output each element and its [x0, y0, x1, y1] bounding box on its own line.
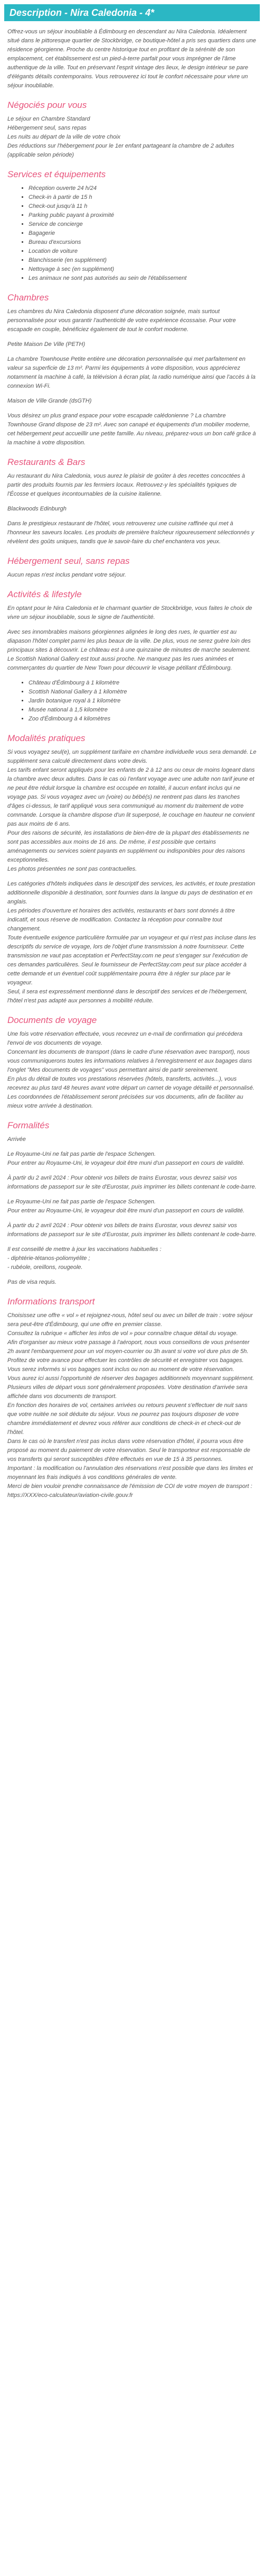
hebergement-section	[7, 571, 257, 580]
section-title-activites: Activités & lifestyle	[7, 589, 82, 599]
section-title-hebergement: Hébergement seul, sans repas	[7, 556, 130, 566]
intro-section	[7, 28, 257, 90]
section-paragraph: Vous désirez un plus grand espace pour votre escapade calédonienne ? La chambre Townhouse Grand dispose de 23 m². Avec son canapé et équipements d'un mobilier moderne, cet hébergement peut accueillir une petite famille. Au niveau, préparez-vous un bon café grâce à la machine à votre disposition.	[7, 413, 256, 446]
section-paragraph: Blackwoods Edinburgh	[7, 506, 67, 512]
list-item: • Location de voiture	[29, 247, 257, 256]
list-item: • Check-out jusqu'à 11 h	[29, 202, 257, 211]
list-item: • Parking public payant à proximité	[29, 211, 257, 220]
list-item: • Nettoyage à sec (en supplément)	[29, 265, 257, 274]
section-paragraph: Si vous voyagez seul(e), un supplément tarifaire en chambre individuelle vous sera demandé. Le supplément sera calculé directement dans votre devis. Les tarifs enfant seront appliqués pour les enfants de 2 à 12 ans ou ceux de moins logeant dans la chambre avec deux adultes. Dans le cas où l'enfant voyage avec une adulte non tarif jeune et ne peut être réduit lorsque la chambre est occupée en totalité, il aucun enfant inclus qui ne voyage pas. Si vous voyagez avec un (voire) ou bébé(s) ne rentrent pas dans les tranches d'âges ci-dessus, le tarif appliqué vous sera communiqué au moment du traitement de votre commande. Lorsque la chambre dispose d'un lit superposé, le couchage en hauteur ne convient pas aux moins de 6 ans. Pour des raisons de sécurité, les installations de bien-être de la plupart des établissements ne sont pas accessibles aux moins de 16 ans. De même, il est possible que certains aménagements ou services soient payants en supplément ou indisponibles pour des raisons exceptionnelles. Les photos présentées ne sont pas contractuelles.	[7, 749, 257, 872]
section-title-modalites: Modalités pratiques	[7, 733, 86, 743]
list-item: • Scottish National Gallery à 1 kilomètre	[29, 688, 257, 697]
list-item: • Blanchisserie (en supplément)	[29, 256, 257, 265]
list-item: • Check-in à partir de 15 h	[29, 193, 257, 202]
section-paragraph: En optant pour le Nira Caledonia et le charmant quartier de Stockbridge, vous faites le choix de vivre un séjour inoubliable, sous le signe de l'authenticité.	[7, 605, 252, 620]
section-paragraph: Petite Maison De Ville (PETH)	[7, 341, 86, 348]
section-title-services: Services et équipements	[7, 169, 106, 179]
section-paragraph: Arrivée	[7, 1136, 26, 1143]
section-paragraph: Les chambres du Nira Caledonia disposent d'une décoration soignée, mais surtout personnalisée pour vous garantir l'authenticité de votre expérience écossaise. Pour votre escapade en couple, bénéficiez également de tout le confort moderne.	[7, 308, 236, 333]
list-item: • Bagagerie	[29, 229, 257, 238]
description-content	[0, 21, 264, 1500]
section-paragraph: Une fois votre réservation effectuée, vous recevrez un e-mail de confirmation qui précédera l'envoi de vos documents de voyage. Concernant les documents de transport (dans le cadre d'une réservation avec transport), nous vous communiquerons toutes les informations relatives à l'enregistrement et aux bagages dans l'onglet "Mes documents de voyages" vous permettant ainsi de partir sereinement. En plus du détail de toutes vos prestations réservées (hôtels, transferts, activités...), vous recevrez au plus tard 48 heures avant votre départ un carnet de voyage détaillé et personnalisé. Les coordonnées de l'établissement seront précisées sur vos documents, afin de faciliter au mieux votre arrivée à destination.	[7, 1031, 254, 1109]
intro-paragraph: Offrez-vous un séjour inoubliable à Édimbourg en descendant au Nira Caledonia. Idéalement situé dans le pittoresque quartier de Stockbridge, ce boutique-hôtel a pris ses quartiers dans une résidence géorgienne. Proche du centre historique tout en profitant de la sérénité de son emplacement, cet établissement est un pied-à-terre parfait pour vous imprégner de l'âme authentique de la ville. Tout en préservant l'esprit vintage des lieux, le design intérieur se pare d'élégants détails contemporains. Vous retrouverez ici tout le confort nécessaire pour vivre un séjour inoubliable.	[7, 29, 256, 89]
section-paragraph: Dans le prestigieux restaurant de l'hôtel, vous retrouverez une cuisine raffinée qui met à l'honneur les saveurs locales. Les produits de première fraîcheur rigoureusement sélectionnés y révèlent des goûts uniques, tandis que le savoir-faire du chef enchantera vos yeux.	[7, 520, 254, 545]
section-title-transport: Informations transport	[7, 1296, 95, 1307]
description-banner: Description - Nira Caledonia - 4*	[4, 4, 260, 21]
section-paragraph: Choisissez une offre « vol » et rejoignez-nous, hôtel seul ou avec un billet de train : votre séjour sera peut-être d'Édimbourg, qui une offre en premier classe. Consultez la rubrique « afficher les infos de vol » pour connaître chaque détail du voyage. Afin d'organiser au mieux votre passage à l'aéroport, nous vous conseillons de vous présenter 2h avant l'embarquement pour un vol moyen-courrier ou 3h avant si votre vol dure plus de 5h. Profitez de votre avance pour effectuer les contrôles de sécurité et enregistrer vos bagages. Vous serez informés si vos bagages sont inclus ou non au moment de votre réservation. Vous aurez ici aussi l'opportunité de réserver des bagages additionnels moyennant supplément. Plusieurs villes de départ vous sont généralement proposées. Votre destination d'arrivée sera affichée dans vos documents de transport. En fonction des horaires de vol, certaines arrivées ou retours peuvent s'effectuer de nuit sans que votre nuitée ne soit déduite du séjour. Vous ne pourrez pas toujours disposer de votre chambre immédiatement et devrez vous référer aux conditions de check-in et check-out de l'hôtel. Dans le cas où le transfert n'est pas inclus dans votre réservation d'hôtel, il pourra vous être proposé au moment du paiement de votre réservation. Seul le transporteur est responsable de vos transferts qui seront susceptibles d'être effectués en vue de 15 à 35 personnes. Important : la modification ou l'annulation des réservations n'est possible que dans les limites et moyennant les frais indiqués à vos conditions générales de vente. Merci de bien vouloir prendre connaissance de l'émission de COI de votre moyen de transport : https://XXX/eco-calculateur/aviation-civile.gouv.fr	[7, 1312, 254, 1499]
section-paragraph: Aucun repas n'est inclus pendant votre séjour.	[7, 572, 126, 578]
documents-section	[7, 1030, 257, 1111]
section-paragraph: À partir du 2 avril 2024 : Pour obtenir vos billets de trains Eurostar, vous devrez saisir vos informations de passeport sur le site d'Eurostar, puis imprimer les billets contenant le code-barre.	[7, 1175, 257, 1190]
transport-section	[7, 1311, 257, 1500]
list-item: • Musée national à 1,5 kilomètre	[29, 706, 257, 715]
section-title-formalites: Formalités	[7, 1120, 50, 1130]
section-paragraph: Le Royaume-Uni ne fait pas partie de l'espace Schengen. Pour entrer au Royaume-Uni, le voyageur doit être muni d'un passeport en cours de validité.	[7, 1199, 245, 1214]
modalites-section	[7, 748, 257, 1006]
section-title-chambres: Chambres	[7, 293, 49, 303]
section-paragraph: Les catégories d'hôtels indiquées dans le descriptif des services, les activités, et toute prestation additionnelle disponible à destination, sont fournies dans la langue du pays de destination et en anglais. Les périodes d'ouverture et horaires des activités, restaurants et bars sont donnés à titre indicatif, et sous réserve de modification. Contactez la réception pour connaître tout changement. Toute éventuelle exigence particulière formulée par un voyageur et qui n'est pas incluse dans les descriptifs du service de voyage, lors de l'objet d'une transmission à notre fournisseur. Cette transmission ne vaut pas acceptation et PerfectStay.com ne peut s'engager sur l'exécution de ces demandes particulières. Seul le fournisseur de PerfectStay.com peut sur place accéder à cette demande et un éventuel coût supplémentaire pourra être à régler sur place par le voyageur. Seul, il sera est expressément mentionné dans le descriptif des services et de l'hébergement, l'hôtel n'est pas adapté aux personnes à mobilité réduite.	[7, 881, 256, 1004]
section-paragraph: À partir du 2 avril 2024 : Pour obtenir vos billets de trains Eurostar, vous devrez saisir vos informations de passeport sur le site d'Eurostar, puis imprimer les billets contenant le code-barre.	[7, 1222, 257, 1238]
section-paragraph: Maison de Ville Grande (dsGTH)	[7, 398, 92, 404]
section-title-documents: Documents de voyage	[7, 1015, 97, 1025]
list-item: • Les animaux ne sont pas autorisés au sein de l'établissement	[29, 274, 257, 283]
chambres-section	[7, 307, 257, 447]
list-item: • Service de concierge	[29, 220, 257, 229]
list-item: • Château d'Édimbourg à 1 kilomètre	[29, 679, 257, 688]
section-paragraph: Le séjour en Chambre Standard Hébergement seul, sans repas Les nuits au départ de la ville de votre choix Des réductions sur l'hébergement pour le 1er enfant partageant la chambre de 2 adultes (applicable selon période)	[7, 116, 234, 158]
formalites-section	[7, 1135, 257, 1287]
section-title-restaurants: Restaurants & Bars	[7, 457, 86, 467]
list-item: • Jardin botanique royal à 1 kilomètre	[29, 697, 257, 706]
restaurants-section	[7, 472, 257, 546]
section-paragraph: Le Royaume-Uni ne fait pas partie de l'espace Schengen. Pour entrer au Royaume-Uni, le voyageur doit être muni d'un passeport en cours de validité.	[7, 1151, 245, 1166]
services-list	[7, 184, 257, 283]
section-paragraph: La chambre Townhouse Petite entière une décoration personnalisée qui met parfaitement en valeur sa superficie de 13 m². Parmi les équipements à votre disposition, vous apprécierez notamment la machine à café, la télévision à écran plat, la radio numérique ainsi que l'accès à la connexion Wi-Fi.	[7, 356, 256, 389]
section-paragraph: Au restaurant du Nira Caledonia, vous aurez le plaisir de goûter à des recettes concoctées à partir des produits fournis par les fermiers locaux. Retrouvez-y les spécialités typiques de l'Écosse et quelques incontournables de la cuisine italienne.	[7, 473, 246, 497]
activites-section	[7, 604, 257, 673]
section-paragraph: Il est conseillé de mettre à jour les vaccinations habituelles : - diphtérie-tétanos-poliomyélite ; - rubéole, oreillons, rougeole.	[7, 1246, 162, 1271]
section-title-negocies: Négociés pour vous	[7, 100, 87, 110]
list-item: • Zoo d'Édimbourg à 4 kilomètres	[29, 715, 257, 724]
negocies-section	[7, 115, 257, 160]
page	[0, 4, 264, 1517]
section-paragraph: Pas de visa requis.	[7, 1279, 56, 1285]
list-item: • Bureau d'excursions	[29, 238, 257, 247]
section-paragraph: Avec ses innombrables maisons géorgiennes alignées le long des rues, le quartier est au diapason l'hôtel complet parmi les plus beaux de la ville. De plus, vous ne serez guère loin des principaux sites à découvrir. Le château est à une quinzaine de minutes de marche seulement. Le Scottish National Gallery est tout aussi proche. Ne manquez pas les rues animées et commerçantes du quartier de New Town pour découvrir le visage pétillant d'Édimbourg.	[7, 629, 251, 671]
list-item: • Réception ouverte 24 h/24	[29, 184, 257, 193]
activites-list	[7, 679, 257, 724]
